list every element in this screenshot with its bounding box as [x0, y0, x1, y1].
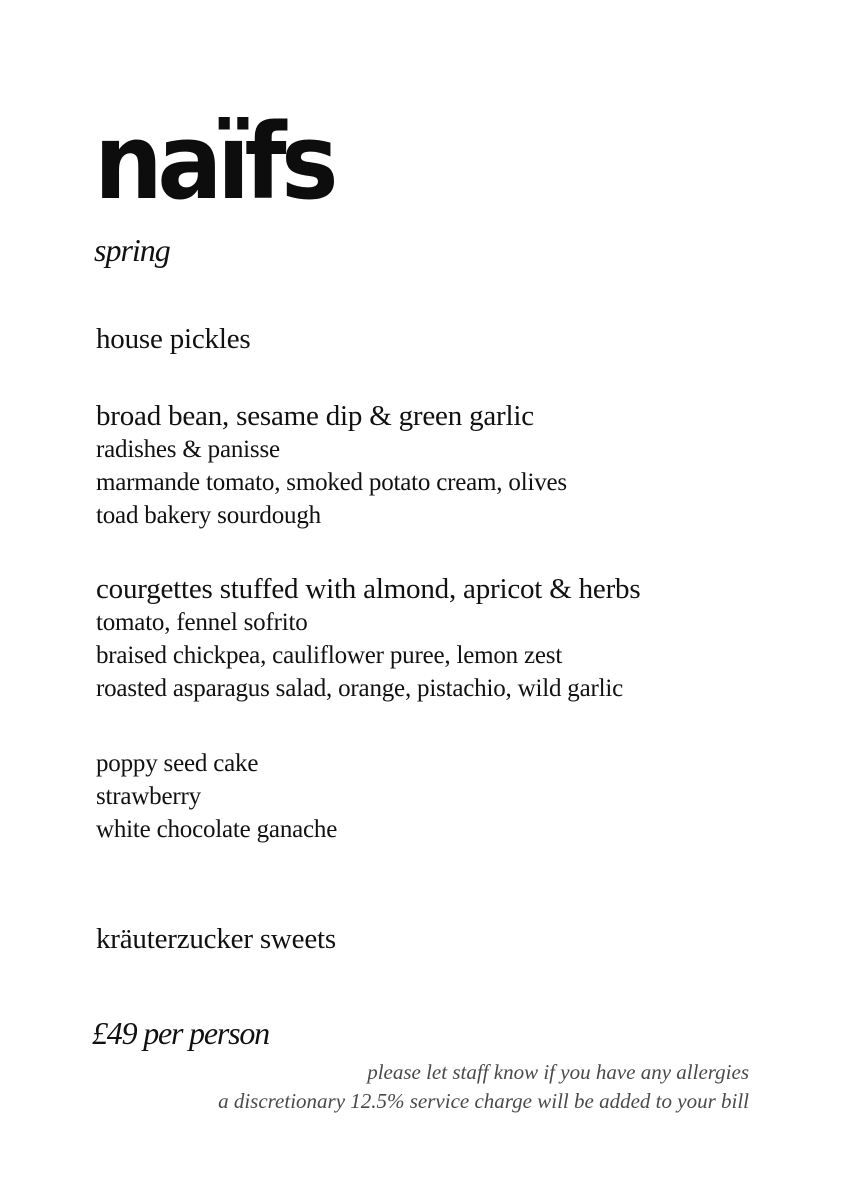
course-item: toad bakery sourdough	[96, 502, 321, 529]
course-item: roasted asparagus salad, orange, pistachio, wild garlic	[96, 675, 624, 702]
course-main	[96, 572, 640, 705]
course-title: broad bean, sesame dip & green garlic	[96, 400, 534, 432]
course-title: house pickles	[96, 323, 251, 355]
price-per-person: £49 per person	[92, 1015, 269, 1051]
course-item: strawberry	[96, 783, 201, 810]
course-house-pickles	[96, 322, 250, 356]
course-item: radishes & panisse	[96, 436, 280, 463]
course-item: poppy seed cake	[96, 750, 259, 777]
course-item: white chocolate ganache	[96, 816, 338, 843]
service-charge-note: a discretionary 12.5% service charge will be added to your bill	[218, 1089, 749, 1113]
course-dessert	[96, 747, 337, 846]
course-item: marmande tomato, smoked potato cream, olives	[96, 469, 567, 496]
footer-notes	[218, 1058, 749, 1116]
course-title: courgettes stuffed with almond, apricot & herbs	[96, 573, 641, 605]
course-title: kräuterzucker sweets	[96, 923, 336, 955]
course-starter	[96, 399, 567, 532]
course-sweets	[96, 922, 336, 956]
brand-logo: naïfs	[94, 101, 334, 223]
allergy-note: please let staff know if you have any allergies	[367, 1060, 749, 1084]
season-label: spring	[94, 232, 170, 268]
course-item: tomato, fennel sofrito	[96, 609, 308, 636]
course-item: braised chickpea, cauliflower puree, lemon zest	[96, 642, 563, 669]
